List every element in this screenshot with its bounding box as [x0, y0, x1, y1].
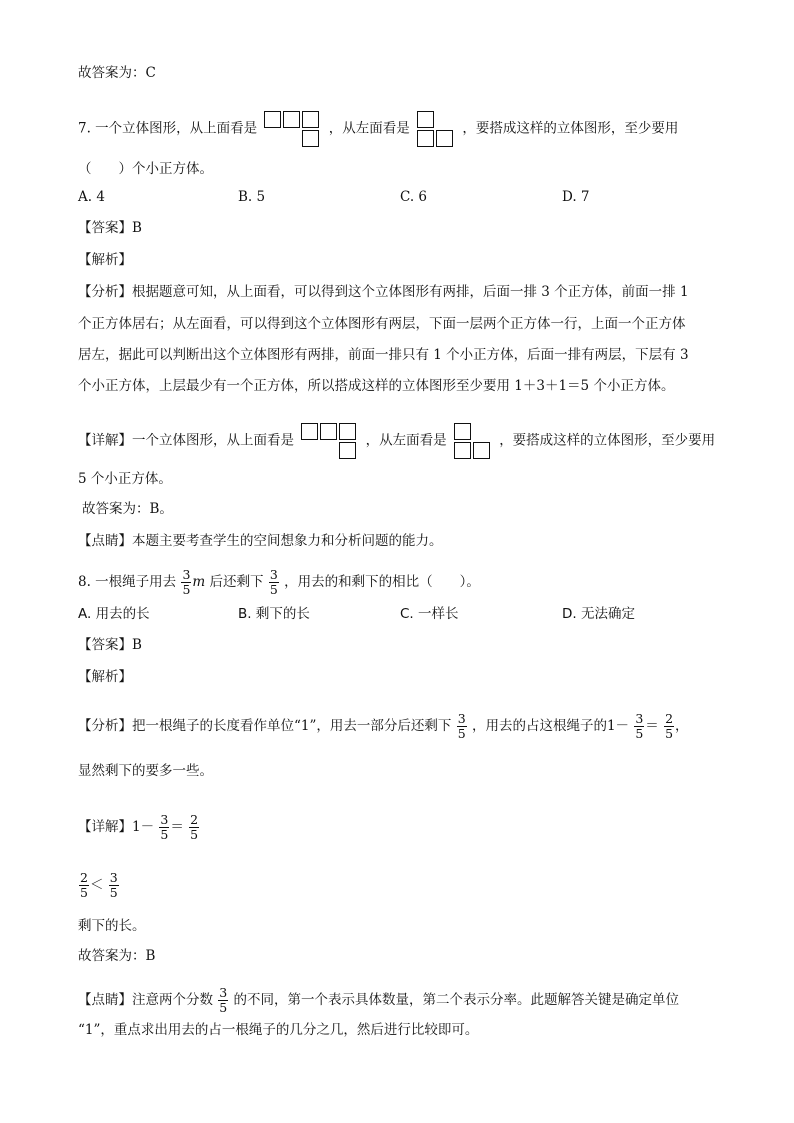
comment-line: “1”，重点求出用去的占一根绳子的几分之几，然后进行比较即可。 [78, 1022, 479, 1038]
numerator: 3 [269, 567, 278, 582]
q8-stem-part: 后还剩下 [209, 574, 264, 590]
numerator: 3 [109, 870, 118, 885]
option-a: A. 用去的长 [78, 606, 150, 622]
answer-label: 【答案】B [78, 637, 142, 653]
numerator: 3 [635, 711, 644, 726]
option-c: C. 一样长 [400, 606, 459, 622]
fraction [664, 712, 674, 741]
detail-part: ，要搭成这样的立体图形，至少要用 [499, 432, 716, 449]
detail-label: 【详解】 [78, 819, 132, 835]
denominator: 5 [635, 726, 644, 741]
option-c: C. 6 [400, 189, 428, 205]
one-minus: 1－ [132, 819, 155, 835]
less-than: ＜ [89, 877, 104, 893]
denominator: 5 [80, 885, 88, 900]
analysis-line: 【分析】根据题意可知，从上面看，可以得到这个立体图形有两排，后面一排 3 个正方体，前面一排 1 [78, 284, 689, 300]
detail-line: 5 个小正方体。 [78, 471, 172, 487]
option-b: B. 5 [238, 189, 266, 205]
analysis-part: 【分析】把一根绳子的长度看作单位“1”，用去一部分后还剩下 [78, 718, 452, 734]
answer-line: 故答案为：C [78, 65, 156, 81]
option-a: A. 4 [78, 189, 105, 205]
numerator: 3 [182, 567, 191, 582]
conclusion-line: 故答案为：B [78, 948, 156, 964]
numerator: 3 [219, 985, 228, 1000]
denominator: 5 [190, 827, 199, 842]
option-d: D. 7 [562, 189, 590, 205]
unit-m: m [192, 574, 206, 590]
denominator: 5 [182, 582, 191, 597]
q8-stem-part: ，用去的和剩下的相比（ ）。 [284, 574, 480, 590]
one-minus: 1－ [606, 718, 630, 734]
detail-part: 【详解】一个立体图形，从上面看是 [78, 432, 294, 449]
q7-stem [78, 111, 678, 147]
left-view-figure [454, 423, 492, 459]
left-view-figure [417, 111, 455, 147]
numerator: 3 [457, 711, 466, 726]
numerator: 2 [190, 812, 199, 827]
top-view-figure [264, 111, 321, 147]
denominator: 5 [160, 827, 169, 842]
fraction [457, 712, 467, 741]
analysis-line: 个小正方体，上层最少有一个正方体，所以搭成这样的立体图形至少要用 1＋3＋1＝5 个小正方体。 [78, 378, 675, 394]
fraction [189, 813, 199, 842]
numerator: 2 [665, 711, 674, 726]
equals: ＝ [645, 718, 659, 734]
denominator: 5 [109, 885, 118, 900]
fraction [109, 871, 119, 900]
detail-line [78, 813, 200, 842]
analysis-line: 居左，据此可以判断出这个立体图形有两排，前面一排只有 1 个小正方体，后面一排有两层，下层有 3 [78, 347, 689, 363]
analysis-line [78, 712, 689, 741]
denominator: 5 [665, 726, 674, 741]
analysis-heading: 【解析】 [78, 252, 132, 268]
analysis-part: ，用去的占这根绳子的 [471, 718, 607, 734]
option-b: B. 剩下的长 [238, 606, 310, 622]
conclusion-line: 故答案为：B。 [82, 501, 173, 517]
comment-part: 的不同，第一个表示具体数量，第二个表示分率。此题解答关键是确定单位 [233, 992, 680, 1008]
option-d: D. 无法确定 [562, 606, 635, 622]
fraction [218, 986, 228, 1015]
answer-label: 【答案】B [78, 220, 142, 236]
comment-line [78, 986, 679, 1015]
denominator: 5 [457, 726, 466, 741]
denominator: 5 [219, 1000, 228, 1015]
fraction [269, 568, 279, 597]
q8-stem-part: 8. 一根绳子用去 [78, 574, 177, 590]
q7-stem-part: ，要搭成这样的立体图形，至少要用 [462, 120, 679, 137]
q7-stem-cont: （ ）个小正方体。 [78, 161, 213, 177]
numerator: 2 [80, 870, 88, 885]
fraction [159, 813, 169, 842]
analysis-line: 个正方体居右；从左面看，可以得到这个立体图形有两层，下面一层两个正方体一行，上面一个正方体 [78, 316, 686, 332]
equals: ＝ [170, 819, 184, 835]
denominator: 5 [269, 582, 278, 597]
analysis-line: 显然剩下的要多一些。 [78, 763, 213, 779]
q7-stem-part: 7. 一个立体图形，从上面看是 [78, 120, 258, 137]
comma: ， [675, 718, 689, 734]
fraction [181, 568, 191, 597]
detail-part: ，从左面看是 [365, 432, 447, 449]
q8-stem [78, 568, 480, 597]
fraction [79, 871, 89, 900]
detail-line [78, 423, 715, 459]
top-view-figure [301, 423, 358, 459]
analysis-heading: 【解析】 [78, 669, 132, 685]
q7-stem-part: ，从左面看是 [328, 120, 410, 137]
numerator: 3 [160, 812, 169, 827]
comment-part: 【点睛】注意两个分数 [78, 992, 213, 1008]
fraction [634, 712, 644, 741]
comparison-line [78, 871, 120, 900]
result-line: 剩下的长。 [78, 918, 146, 934]
comment-line: 【点睛】本题主要考查学生的空间想象力和分析问题的能力。 [78, 533, 443, 549]
